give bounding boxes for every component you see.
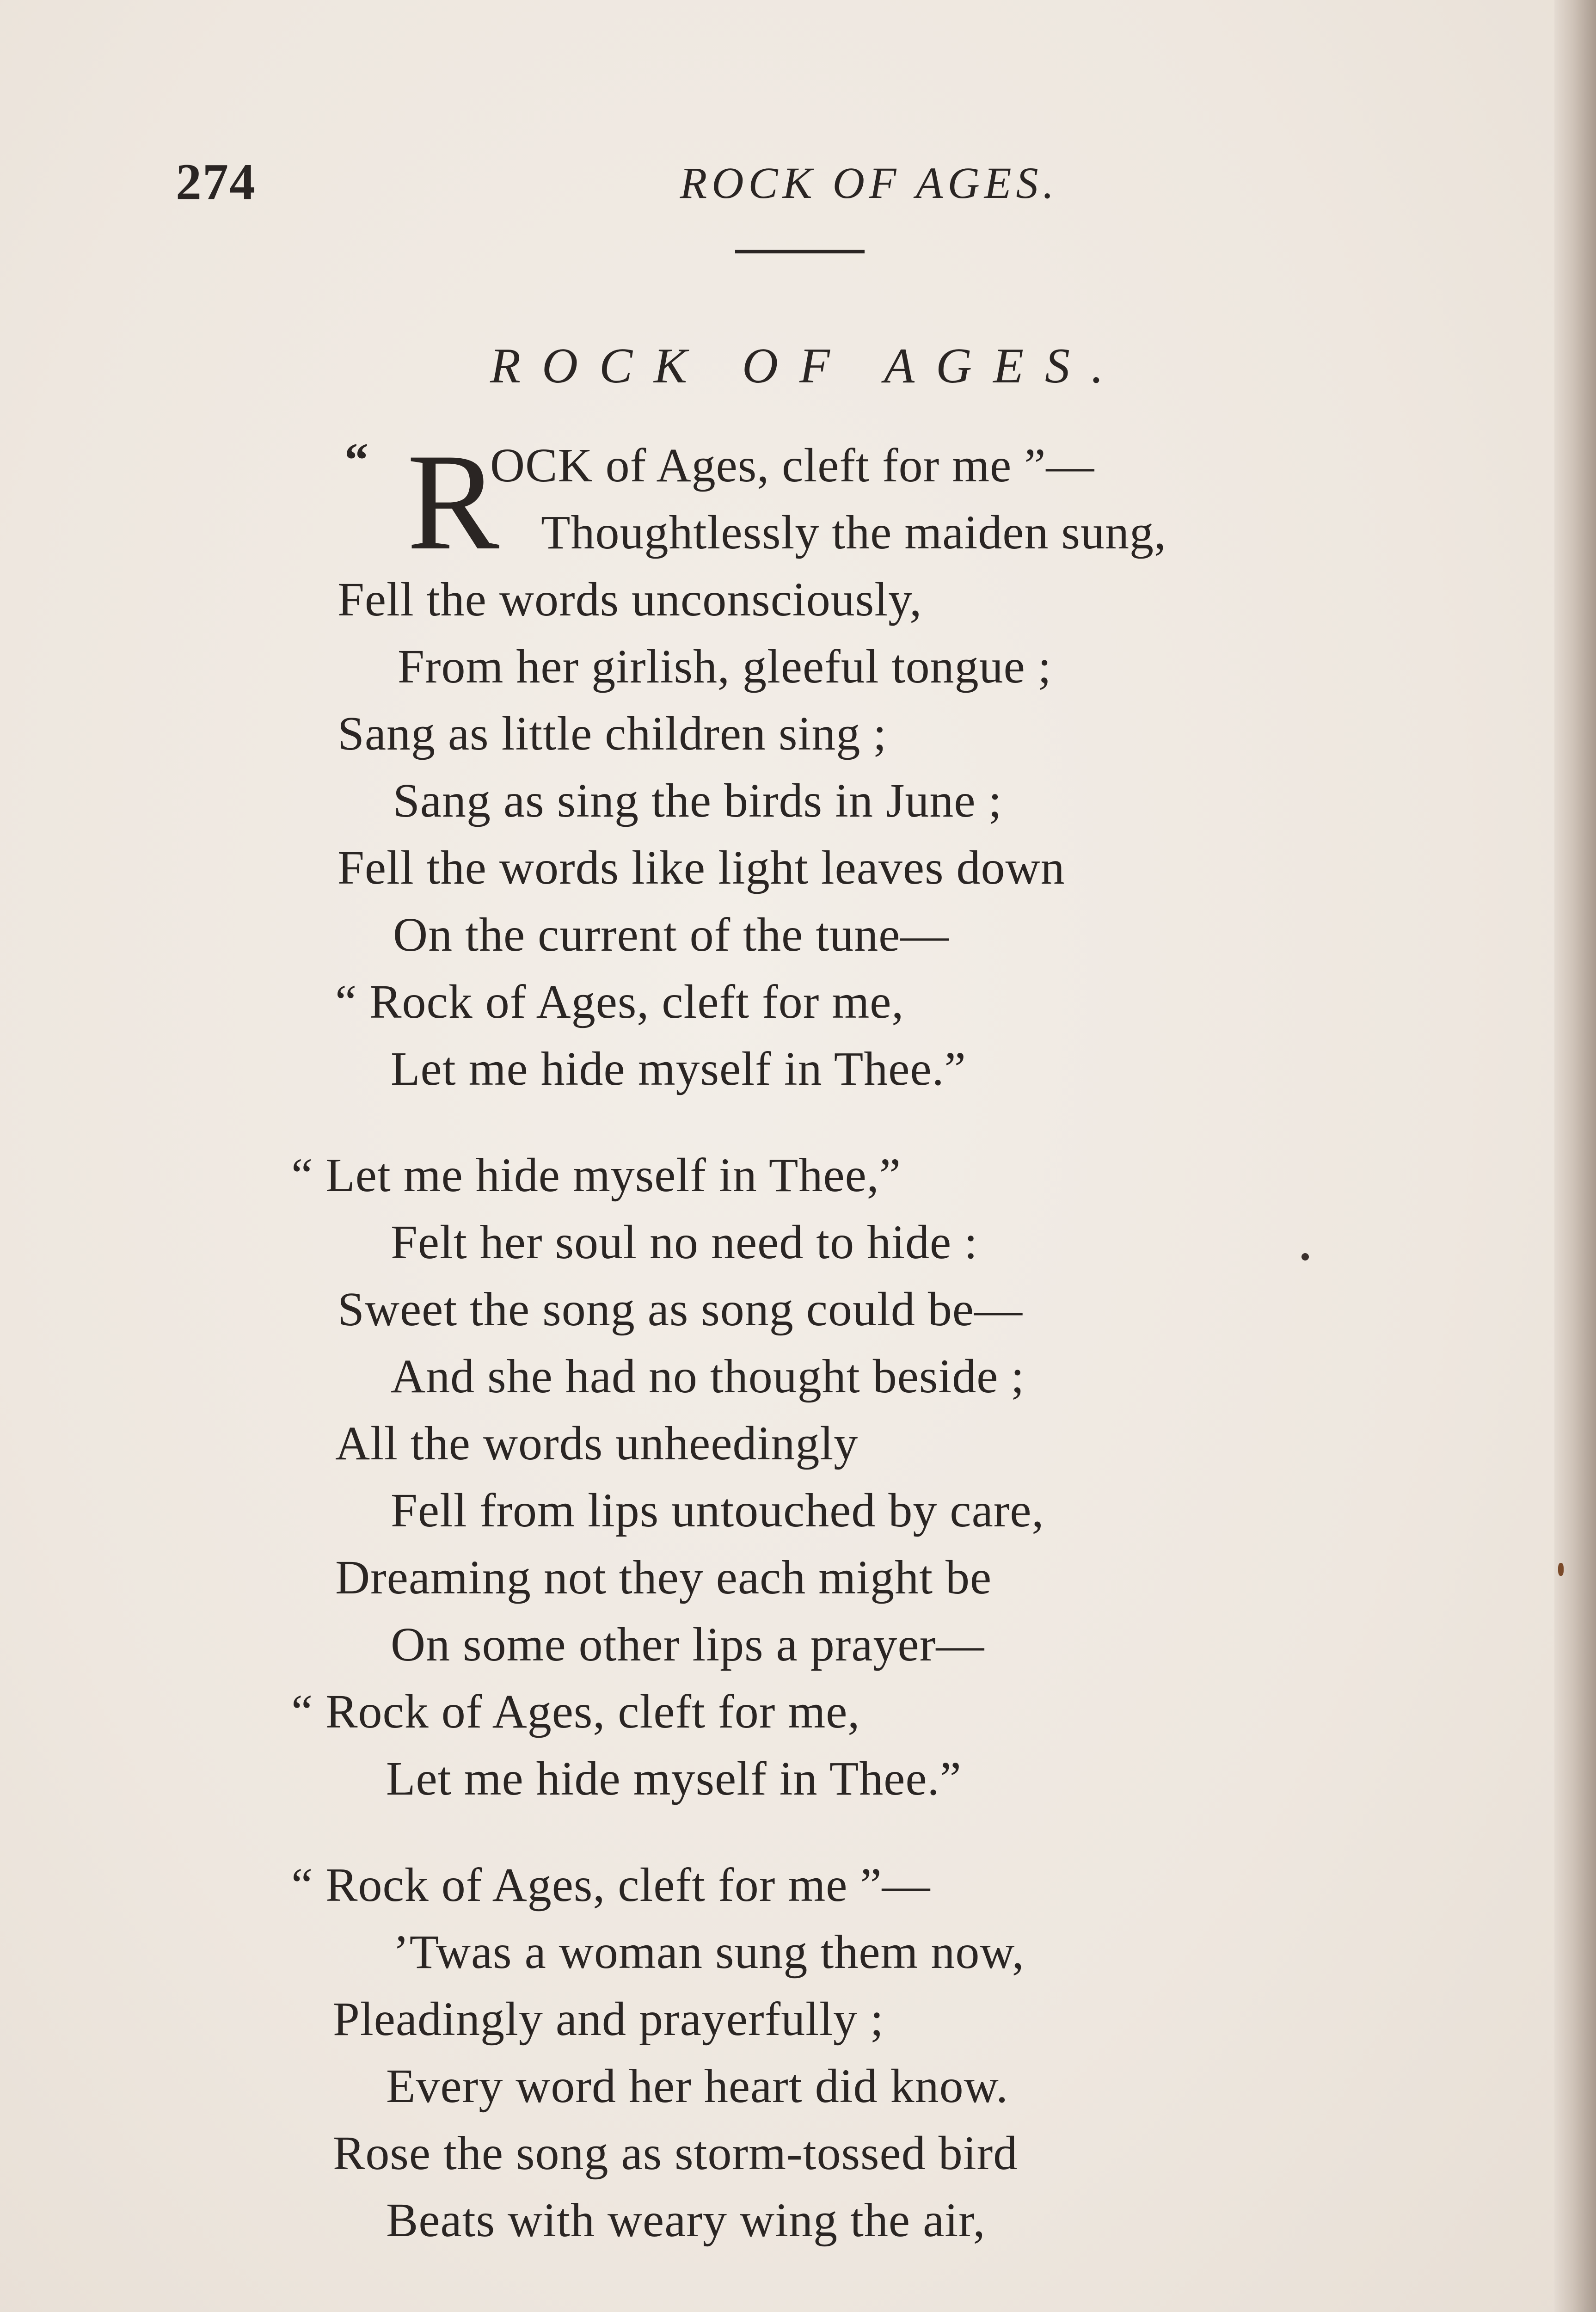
poem-line: Dreaming not they each might be	[335, 1551, 992, 1604]
poem-line: “ Rock of Ages, cleft for me ”—	[291, 1858, 931, 1912]
poem-line: All the words unheedingly	[335, 1417, 859, 1470]
poem-line: Rose the song as storm-tossed bird	[333, 2127, 1018, 2180]
drop-cap: R	[407, 425, 500, 578]
ink-speck	[1301, 1253, 1309, 1261]
poem-line: Let me hide myself in Thee.”	[391, 1042, 966, 1095]
poem-line: Sweet the song as song could be—	[338, 1283, 1023, 1336]
poem-line: Felt her soul no need to hide :	[391, 1216, 978, 1269]
poem-line: Every word her heart did know.	[386, 2060, 1008, 2113]
ink-speck	[1558, 1563, 1564, 1576]
poem-line: Sang as sing the birds in June ;	[393, 774, 1002, 827]
poem-line: Pleadingly and prayerfully ;	[333, 1992, 884, 2046]
poem-line: From her girlish, gleeful tongue ;	[398, 640, 1052, 693]
poem-line: “ Let me hide myself in Thee,”	[291, 1149, 901, 1202]
poem-line: Let me hide myself in Thee.”	[386, 1752, 962, 1805]
poem-title: ROCK OF AGES.	[490, 338, 1125, 394]
poem-line: On the current of the tune—	[393, 908, 949, 961]
poem-line: Beats with weary wing the air,	[386, 2194, 986, 2247]
page-number: 274	[176, 154, 256, 211]
poem-line: “ Rock of Ages, cleft for me,	[291, 1685, 860, 1738]
poem-line: Fell the words unconsciously,	[338, 573, 922, 626]
poem-line: And she had no thought beside ;	[391, 1350, 1025, 1403]
poem-line: On some other lips a prayer—	[391, 1618, 985, 1671]
poem-line: Fell from lips untouched by care,	[391, 1484, 1044, 1537]
opening-quote: “	[344, 433, 368, 486]
poem-line: Fell the words like light leaves down	[338, 841, 1065, 894]
poem-line: ’Twas a woman sung them now,	[393, 1925, 1025, 1979]
poem-line	[490, 439, 1095, 492]
poem-line: Thoughtlessly the maiden sung,	[541, 506, 1166, 559]
poem-line: “ Rock of Ages, cleft for me,	[335, 975, 904, 1028]
poem-line: Sang as little children sing ;	[338, 707, 887, 760]
running-title: ROCK OF AGES.	[680, 158, 1059, 208]
first-line-text: OCK of Ages, cleft for me ”—	[490, 439, 1095, 492]
